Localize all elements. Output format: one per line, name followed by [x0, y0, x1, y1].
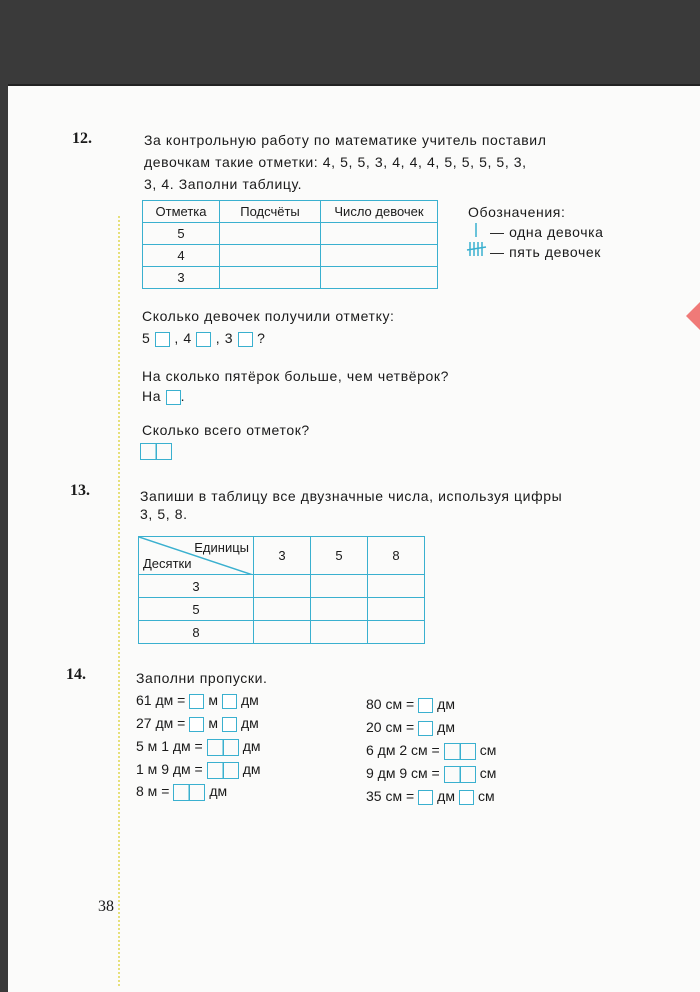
- legend-five-text: — пять девочек: [490, 244, 601, 260]
- eq-left-2-unit2: дм: [240, 715, 259, 731]
- task-12-question1: Сколько девочек получили отметку:: [142, 308, 395, 324]
- row-mark-5: 5: [143, 223, 220, 245]
- cell-5-5[interactable]: [311, 598, 368, 621]
- task-14-title: Заполни пропуски.: [136, 670, 268, 686]
- marks-table: [142, 200, 438, 289]
- eq-left-2: [136, 715, 259, 732]
- answer-box-mark-5[interactable]: [155, 332, 170, 347]
- margin-line: [118, 216, 120, 986]
- eq-right-2-box[interactable]: [418, 721, 433, 736]
- page-tab-marker: [686, 302, 700, 330]
- task-12-text-line2: девочкам такие отметки: 4, 5, 5, 3, 4, 4, 4, 5, 5, 5, 5, 3,: [144, 154, 527, 170]
- eq-right-5-box2[interactable]: [459, 790, 474, 805]
- mark-label-5: 5: [142, 330, 151, 346]
- eq-left-4-box[interactable]: [207, 762, 239, 779]
- eq-left-2-expr: 27 дм =: [136, 715, 186, 731]
- eq-left-5: [136, 783, 227, 801]
- col-units-8: 8: [368, 537, 425, 575]
- eq-left-2-unit1: м: [208, 715, 218, 731]
- count-cell-5[interactable]: [321, 223, 438, 245]
- task-13-text-line1: Запиши в таблицу все двузначные числа, используя цифры: [140, 488, 563, 504]
- cell-3-3[interactable]: [254, 575, 311, 598]
- eq-right-2: [366, 719, 455, 736]
- row-tens-5: 5: [139, 598, 254, 621]
- eq-left-1-box1[interactable]: [189, 694, 204, 709]
- eq-right-4-unit: см: [479, 765, 497, 781]
- col-units-3: 3: [254, 537, 311, 575]
- eq-right-5-box1[interactable]: [418, 790, 433, 805]
- eq-left-4-expr: 1 м 9 дм =: [136, 761, 203, 777]
- task-13-text-line2: 3, 5, 8.: [140, 506, 188, 522]
- cell-5-8[interactable]: [368, 598, 425, 621]
- answer-box-difference[interactable]: [166, 390, 181, 405]
- five-girls-tally-icon: [466, 240, 488, 263]
- eq-right-1-box[interactable]: [418, 698, 433, 713]
- col-header-tally: Подсчёты: [220, 201, 321, 223]
- task-12-question3: Сколько всего отметок?: [142, 422, 310, 438]
- mark-label-4: , 4: [174, 330, 192, 346]
- eq-left-1-box2[interactable]: [222, 694, 237, 709]
- eq-left-5-unit: дм: [209, 783, 228, 799]
- row-mark-4: 4: [143, 245, 220, 267]
- eq-left-3: [136, 738, 261, 756]
- cell-8-8[interactable]: [368, 621, 425, 644]
- mark-label-3: , 3: [215, 330, 234, 346]
- task-13-number: 13.: [70, 482, 90, 499]
- row-mark-3: 3: [143, 267, 220, 289]
- eq-right-4: [366, 765, 496, 783]
- eq-left-1-unit1: м: [208, 692, 218, 708]
- answer-box-mark-4[interactable]: [196, 332, 211, 347]
- answer-box-total[interactable]: [140, 443, 172, 461]
- row-tens-3: 3: [139, 575, 254, 598]
- cell-8-5[interactable]: [311, 621, 368, 644]
- tally-cell-5[interactable]: [220, 223, 321, 245]
- eq-right-2-expr: 20 см =: [366, 719, 415, 735]
- eq-right-1-unit: дм: [437, 696, 455, 712]
- eq-right-3-box[interactable]: [444, 743, 476, 760]
- cell-5-3[interactable]: [254, 598, 311, 621]
- header-tens: Десятки: [143, 556, 192, 571]
- eq-right-5-unit1: дм: [437, 788, 455, 804]
- eq-left-1-unit2: дм: [240, 692, 259, 708]
- cell-3-8[interactable]: [368, 575, 425, 598]
- eq-left-5-expr: 8 м =: [136, 783, 170, 799]
- eq-right-3-expr: 6 дм 2 см =: [366, 742, 440, 758]
- eq-left-2-box2[interactable]: [222, 717, 237, 732]
- count-cell-3[interactable]: [321, 267, 438, 289]
- eq-left-2-box1[interactable]: [189, 717, 204, 732]
- answer2-prefix: На: [142, 388, 162, 404]
- task-12-number: 12.: [72, 130, 92, 147]
- col-units-5: 5: [311, 537, 368, 575]
- eq-left-3-unit: дм: [242, 738, 261, 754]
- question-mark: ?: [257, 330, 266, 346]
- tally-cell-3[interactable]: [220, 267, 321, 289]
- task-12-question2: На сколько пятёрок больше, чем четвёрок?: [142, 368, 450, 384]
- page-number: 38: [98, 898, 114, 915]
- eq-right-1: [366, 696, 455, 713]
- tally-cell-4[interactable]: [220, 245, 321, 267]
- answer-box-mark-3[interactable]: [238, 332, 253, 347]
- eq-right-4-expr: 9 дм 9 см =: [366, 765, 440, 781]
- eq-right-3: [366, 742, 496, 760]
- col-header-mark: Отметка: [143, 201, 220, 223]
- eq-right-5-expr: 35 см =: [366, 788, 415, 804]
- two-digit-table: [138, 536, 425, 644]
- eq-left-4: [136, 761, 261, 779]
- task-14-number: 14.: [66, 666, 86, 683]
- diagonal-header-cell: [139, 537, 254, 575]
- eq-left-3-expr: 5 м 1 дм =: [136, 738, 203, 754]
- task-12-text-line1: За контрольную работу по математике учитель поставил: [144, 132, 547, 148]
- header-units: Единицы: [194, 540, 249, 555]
- count-cell-4[interactable]: [321, 245, 438, 267]
- eq-left-1-expr: 61 дм =: [136, 692, 186, 708]
- eq-right-5-unit2: см: [477, 788, 495, 804]
- eq-right-5: [366, 788, 495, 805]
- cell-8-3[interactable]: [254, 621, 311, 644]
- col-header-count: Число девочек: [321, 201, 438, 223]
- workbook-page: [8, 84, 700, 992]
- task-12-answer-row1: [142, 330, 266, 347]
- eq-left-1: [136, 692, 259, 709]
- eq-left-3-box[interactable]: [207, 739, 239, 756]
- row-tens-8: 8: [139, 621, 254, 644]
- answer2-suffix: .: [180, 388, 186, 404]
- eq-left-4-unit: дм: [242, 761, 261, 777]
- legend-title: Обозначения:: [468, 204, 566, 220]
- task-12-answer-row2: [142, 388, 185, 405]
- legend-one-text: — одна девочка: [490, 224, 604, 240]
- eq-right-4-box[interactable]: [444, 766, 476, 783]
- task-12-text-line3: 3, 4. Заполни таблицу.: [144, 176, 303, 192]
- cell-3-5[interactable]: [311, 575, 368, 598]
- eq-right-3-unit: см: [479, 742, 497, 758]
- eq-right-1-expr: 80 см =: [366, 696, 415, 712]
- eq-left-5-box[interactable]: [173, 784, 205, 801]
- eq-right-2-unit: дм: [437, 719, 455, 735]
